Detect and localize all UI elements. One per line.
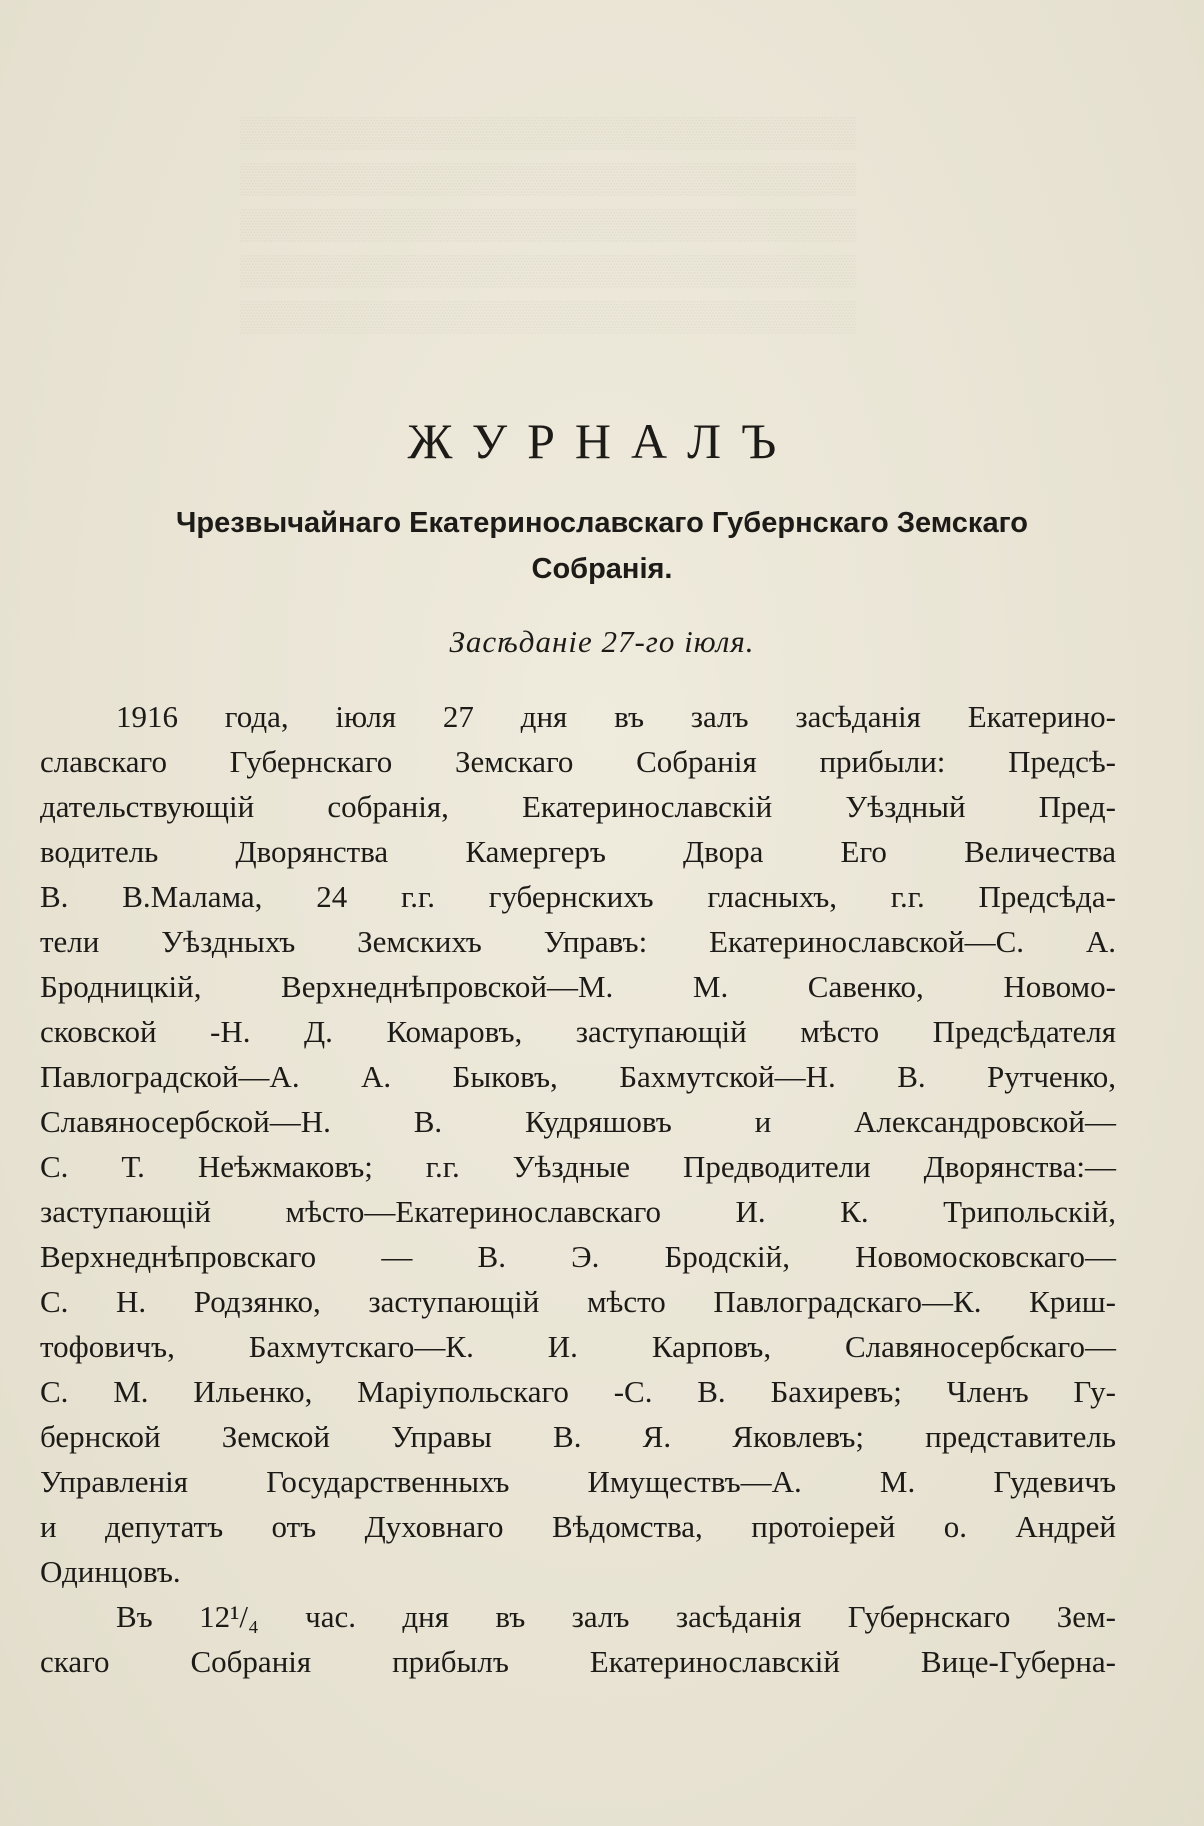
text-line: дательствующій собранія, Екатеринославскій Уѣздный Пред- (40, 789, 1116, 824)
text-line: заступающій мѣсто—Екатеринославскаго И. К. Трипольскій, (40, 1194, 1116, 1229)
text-line: славскаго Губернскаго Земскаго Собранія прибыли: Предсѣ- (40, 744, 1116, 779)
text-line: тели Уѣздныхъ Земскихъ Управъ: Екатеринославской—С. А. (40, 924, 1116, 959)
text-line: Управленія Государственныхъ Имуществъ—А. М. Гудевичъ (40, 1464, 1116, 1499)
text-line: Въ 12¹/₄ час. дня въ залъ засѣданія Губернскаго Зем- (116, 1599, 1116, 1634)
text-line: В. В.Малама, 24 г.г. губернскихъ гласныхъ, г.г. Предсѣда- (40, 879, 1116, 914)
body-text (40, 694, 1116, 1684)
text-line: Бродницкій, Верхнеднѣпровской—М. М. Савенко, Новомо- (40, 969, 1116, 1004)
session-heading: Засѣданіе 27-го іюля. (449, 624, 755, 659)
text-line: С. Т. Неѣжмаковъ; г.г. Уѣздные Предводители Дворянства:— (40, 1149, 1116, 1184)
text-line: Павлоградской—А. А. Быковъ, Бахмутской—Н. В. Рутченко, (40, 1059, 1116, 1094)
text-line: Одинцовъ. (40, 1554, 181, 1589)
page-title: ЖУРНАЛЪ (407, 413, 797, 469)
text-line: Верхнеднѣпровскаго — В. Э. Бродскій, Новомосковскаго— (40, 1239, 1116, 1274)
subtitle-line-2: Собранія. (531, 553, 673, 585)
document-subtitle (20, 500, 1184, 592)
text-line: С. Н. Родзянко, заступающій мѣсто Павлоградскаго—К. Криш- (40, 1284, 1116, 1319)
text-line: 1916 года, іюля 27 дня въ залъ засѣданія Екатерино- (116, 699, 1116, 734)
text-line: бернской Земской Управы В. Я. Яковлевъ; представитель (40, 1419, 1116, 1454)
text-line: сковской -Н. Д. Комаровъ, заступающій мѣсто Предсѣдателя (40, 1014, 1116, 1049)
text-line: водитель Дворянства Камергеръ Двора Его Величества (40, 834, 1116, 869)
text-line: тофовичъ, Бахмутскаго—К. И. Карповъ, Славяносербскаго— (40, 1329, 1116, 1364)
text-line: и депутатъ отъ Духовнаго Вѣдомства, протоіерей о. Андрей (40, 1509, 1116, 1544)
text-line: Славяносербской—Н. В. Кудряшовъ и Александровской— (40, 1104, 1116, 1139)
subtitle-line-1: Чрезвычайнаго Екатеринославскаго Губернскаго Земскаго (175, 507, 1028, 539)
text-line: С. М. Ильенко, Маріупольскаго -С. В. Бахиревъ; Членъ Гу- (40, 1374, 1116, 1409)
text-line: скаго Собранія прибылъ Екатеринославскій Вице-Губерна- (40, 1644, 1116, 1679)
bleed-through-text: ▒▒▒▒▒▒▒▒▒▒▒▒▒▒▒▒▒▒▒▒▒▒▒▒▒▒▒▒▒ ▒▒▒▒▒▒▒▒▒▒▒▒▒▒▒▒▒▒▒▒▒▒▒▒▒▒▒▒▒ ▒▒▒▒▒▒▒▒▒▒▒▒▒▒▒▒▒▒▒▒▒▒▒▒▒▒▒▒▒ ▒▒▒▒▒▒▒▒▒▒▒▒▒▒▒▒▒▒▒▒▒▒▒▒▒▒▒▒▒ ▒▒▒▒▒▒▒▒▒▒▒▒▒▒▒▒▒▒▒▒▒▒▒▒▒▒▒▒▒ (240, 116, 857, 333)
